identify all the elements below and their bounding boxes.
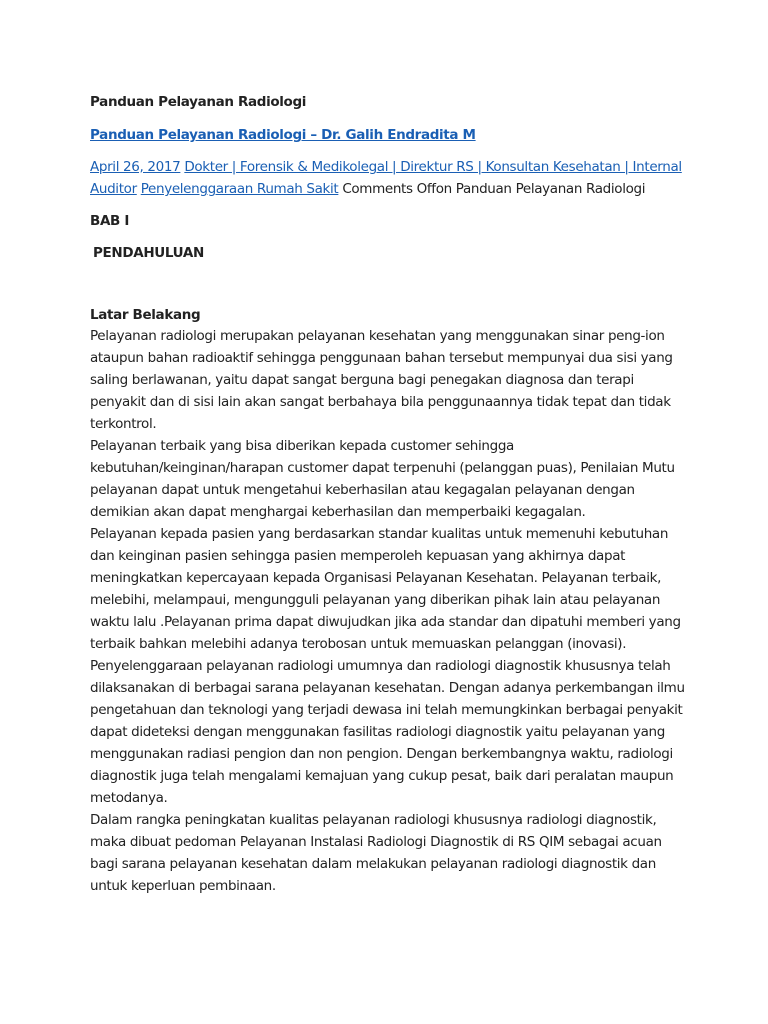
paragraph-5: Dalam rangka peningkatan kualitas pelayanan radiologi khususnya radiologi diagnostik, maka dibuat pedoman Pelayanan Instalasi Radiologi Diagnostik di RS QIM sebagai acuan bagi sarana pelayanan kesehatan dalam melakukan pelayanan radiologi diagnostik dan untuk keperluan pembinaan.	[90, 812, 662, 894]
post-meta	[90, 156, 690, 200]
post-tag-link[interactable]: Penyelenggaraan Rumah Sakit	[140, 181, 339, 197]
paragraph-3: Pelayanan kepada pasien yang berdasarkan standar kualitas untuk memenuhi kebutuhan dan keinginan pasien sehingga pasien memperoleh kepuasan yang akhirnya dapat meningkatkan kepercayaan kepada Organisasi Pelayanan Kesehatan. Pelayanan terbaik, melebihi, melampaui, mengungguli pelayanan yang diberikan pihak lain atau pelayanan waktu lalu .Pelayanan prima dapat diwujudkan jika ada standar dan dipatuhi memberi yang terbaik bahkan melebihi adanya terobosan untuk memuaskan pelanggan (inovasi).	[90, 526, 681, 652]
chapter-number: BAB I	[90, 213, 130, 229]
post-title	[90, 125, 690, 145]
paragraph-4: Penyelenggaraan pelayanan radiologi umumnya dan radiologi diagnostik khususnya telah dilaksanakan di berbagai sarana pelayanan kesehatan. Dengan adanya perkembangan ilmu pengetahuan dan teknologi yang terjadi dewasa ini telah memungkinkan berbagai penyakit dapat dideteksi dengan menggunakan fasilitas radiologi diagnostik yaitu pelayanan yang menggunakan radiasi pengion dan non pengion. Dengan berkembangnya waktu, radiologi diagnostik juga telah mengalami kemajuan yang cukup pesat, baik dari peralatan maupun metodanya.	[90, 658, 685, 806]
post-categories-link[interactable]: Dokter | Forensik & Medikolegal | Direktur RS | Konsultan Kesehatan | Internal Auditor	[90, 159, 682, 197]
post-date-link[interactable]: April 26, 2017	[90, 159, 181, 175]
comments-status: Comments Offon Panduan Pelayanan Radiologi	[342, 181, 646, 197]
paragraph-2: Pelayanan terbaik yang bisa diberikan kepada customer sehingga kebutuhan/keinginan/harapan customer dapat terpenuhi (pelanggan puas), Penilaian Mutu pelayanan dapat untuk mengetahui keberhasilan atau kegagalan pelayanan dengan demikian akan dapat menghargai keberhasilan dan memperbaiki kegagalan.	[90, 438, 675, 520]
post-title-link[interactable]: Panduan Pelayanan Radiologi – Dr. Galih Endradita M	[90, 127, 476, 143]
paragraph-1: Pelayanan radiologi merupakan pelayanan kesehatan yang menggunakan sinar peng-ion ataupun bahan radioaktif sehingga penggunaan bahan tersebut mempunyai dua sisi yang saling berlawanan, yaitu dapat sangat berguna bagi penegakan diagnosa dan terapi penyakit dan di sisi lain akan sangat berbahaya bila penggunaannya tidak tepat dan tidak terkontrol.	[90, 328, 673, 432]
document-title: Panduan Pelayanan Radiologi	[90, 94, 307, 110]
chapter-title: PENDAHULUAN	[93, 245, 204, 261]
document-body	[90, 92, 690, 897]
section-heading: Latar Belakang	[90, 307, 201, 323]
